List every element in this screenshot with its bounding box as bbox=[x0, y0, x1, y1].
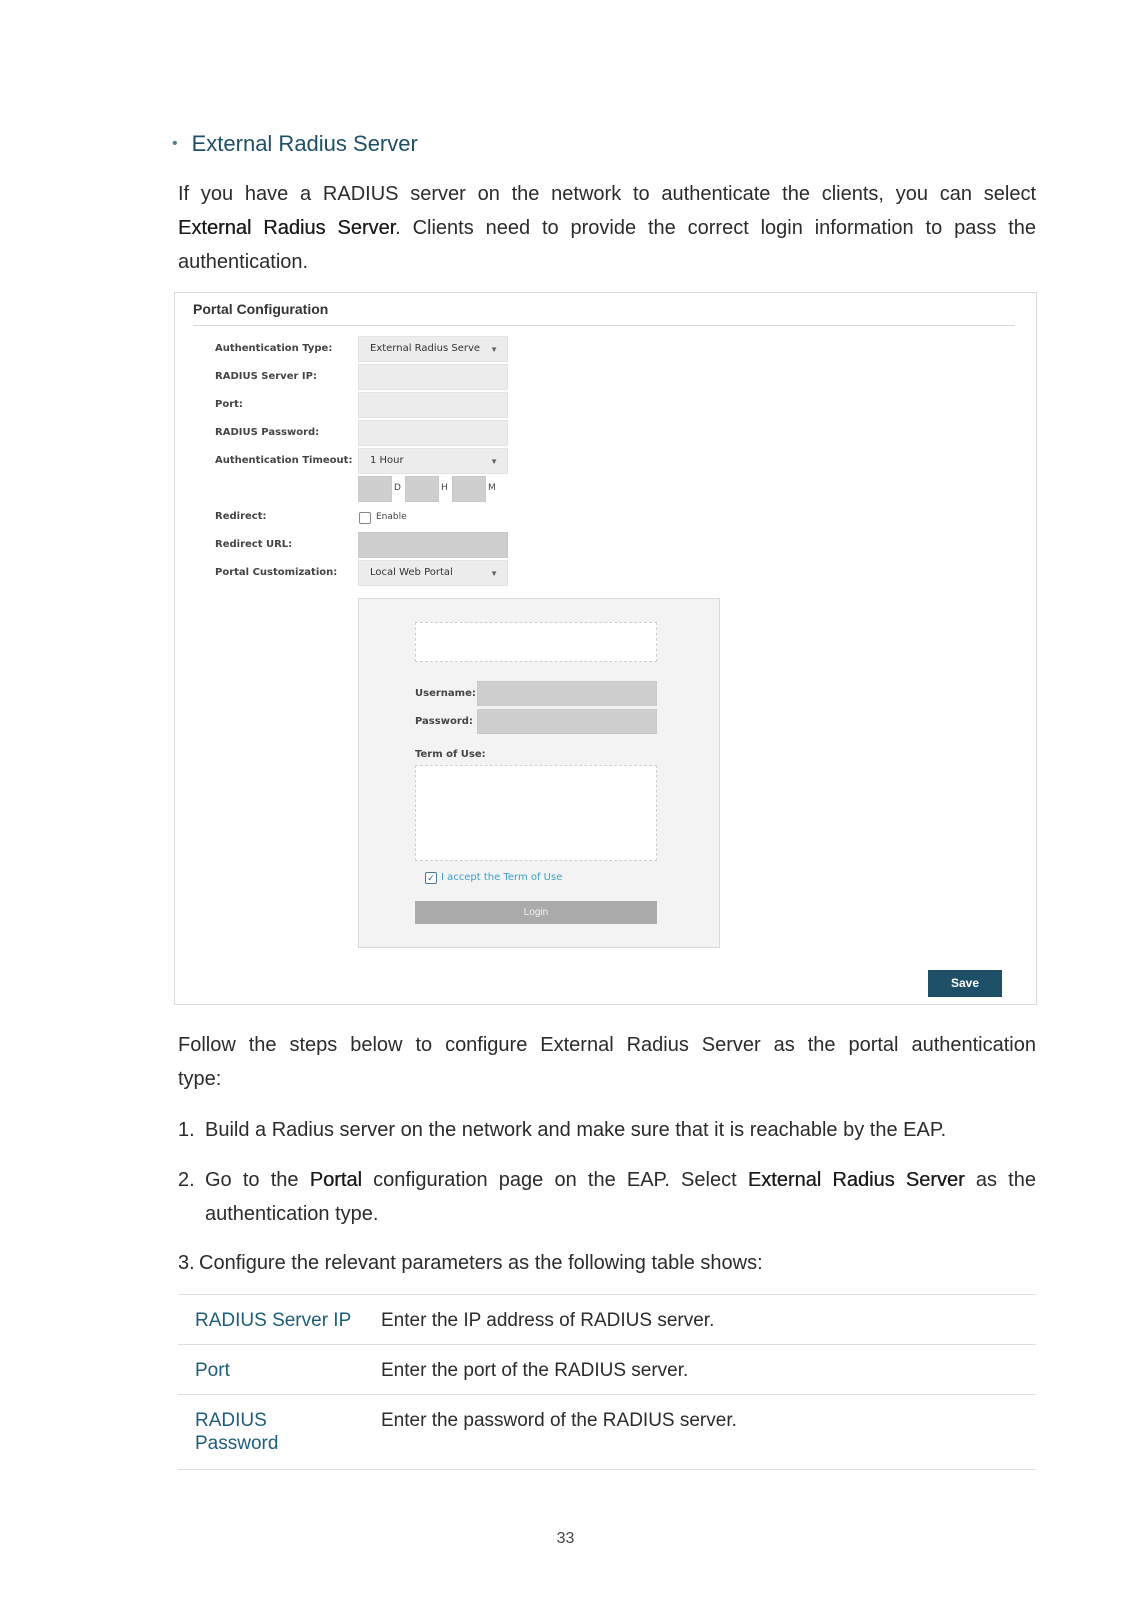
dropdown-arrow-icon: ▼ bbox=[490, 569, 498, 578]
portal-config-screenshot bbox=[174, 292, 1037, 1005]
preview-password-input[interactable] bbox=[477, 709, 657, 734]
step-1 bbox=[178, 1113, 1036, 1147]
dropdown-arrow-icon: ▼ bbox=[490, 457, 498, 466]
label-radius-ip: RADIUS Server IP: bbox=[215, 371, 317, 382]
step-2-post: as the bbox=[964, 1169, 1036, 1191]
label-portal-customization: Portal Customization: bbox=[215, 567, 338, 578]
timeout-days-unit: D bbox=[394, 483, 401, 493]
radius-password-input[interactable] bbox=[358, 420, 508, 446]
redirect-enable-label: Enable bbox=[376, 512, 407, 522]
label-radius-password: RADIUS Password: bbox=[215, 427, 320, 438]
intro-rest: . Clients need to provide the correct login information to pass the bbox=[395, 217, 1036, 239]
intro-bold: External Radius Server bbox=[178, 217, 396, 239]
panel-divider bbox=[193, 325, 1015, 326]
step-2 bbox=[178, 1163, 1036, 1231]
radius-ip-input[interactable] bbox=[358, 364, 508, 390]
table-row bbox=[178, 1395, 1036, 1470]
intro-line-2 bbox=[178, 211, 1036, 245]
portal-preview bbox=[358, 598, 720, 948]
intro-paragraph bbox=[178, 177, 1036, 279]
page-number: 33 bbox=[556, 1530, 575, 1547]
step-2-line-1 bbox=[178, 1163, 1036, 1197]
step-3-text: Configure the relevant parameters as the following table shows: bbox=[199, 1252, 763, 1274]
label-auth-type: Authentication Type: bbox=[215, 343, 333, 354]
step-2-line-2: authentication type. bbox=[205, 1203, 379, 1225]
preview-terms-label: Term of Use: bbox=[415, 749, 486, 760]
preview-password-label: Password: bbox=[415, 716, 473, 727]
parameter-table bbox=[178, 1294, 1036, 1470]
timeout-hours-unit: H bbox=[441, 483, 448, 493]
preview-username-label: Username: bbox=[415, 688, 476, 699]
step-2-bold-portal: Portal bbox=[309, 1169, 362, 1191]
auth-type-select[interactable] bbox=[358, 336, 508, 362]
portal-logo-box bbox=[415, 622, 657, 662]
follow-paragraph bbox=[178, 1028, 1036, 1096]
save-button[interactable]: Save bbox=[928, 970, 1002, 997]
dropdown-arrow-icon: ▼ bbox=[490, 345, 498, 354]
label-redirect: Redirect: bbox=[215, 511, 267, 522]
section-title: External Radius Server bbox=[191, 131, 418, 156]
param-description: Enter the IP address of RADIUS server. bbox=[381, 1295, 1036, 1345]
follow-line-2: type: bbox=[178, 1068, 222, 1090]
step-2-pre: Go to the bbox=[205, 1169, 310, 1191]
timeout-minutes-input[interactable] bbox=[452, 476, 486, 502]
step-2-bold-server: External Radius Server bbox=[747, 1169, 965, 1191]
param-name: RADIUS Server IP bbox=[178, 1295, 381, 1345]
accept-terms-label: I accept the Term of Use bbox=[441, 872, 563, 883]
step-3-number: 3. bbox=[178, 1252, 195, 1274]
portal-customization-select[interactable] bbox=[358, 560, 508, 586]
timeout-days-input[interactable] bbox=[358, 476, 392, 502]
label-redirect-url: Redirect URL: bbox=[215, 539, 293, 550]
port-input[interactable] bbox=[358, 392, 508, 418]
section-heading bbox=[172, 131, 418, 157]
auth-type-value: External Radius Serve bbox=[370, 343, 481, 354]
table-row bbox=[178, 1345, 1036, 1395]
follow-line-1: Follow the steps below to configure External Radius Server as the portal authentication bbox=[178, 1034, 1036, 1056]
login-button[interactable]: Login bbox=[415, 901, 657, 924]
accept-terms-checkbox[interactable]: ✓ bbox=[425, 872, 437, 884]
param-name: Port bbox=[178, 1345, 381, 1395]
preview-username-input[interactable] bbox=[477, 681, 657, 706]
timeout-hours-input[interactable] bbox=[405, 476, 439, 502]
portal-customization-value: Local Web Portal bbox=[370, 567, 453, 578]
param-name-line-2: Password bbox=[195, 1433, 279, 1454]
redirect-enable-checkbox[interactable] bbox=[359, 512, 371, 524]
param-name-line-1: RADIUS bbox=[195, 1410, 267, 1431]
table-row bbox=[178, 1295, 1036, 1345]
step-1-number: 1. bbox=[178, 1119, 195, 1141]
auth-timeout-select[interactable] bbox=[358, 448, 508, 474]
step-3 bbox=[178, 1246, 1036, 1280]
panel-title: Portal Configuration bbox=[193, 301, 329, 317]
redirect-url-input[interactable] bbox=[358, 532, 508, 558]
param-description: Enter the port of the RADIUS server. bbox=[381, 1345, 1036, 1395]
step-1-text: Build a Radius server on the network and make sure that it is reachable by the EAP. bbox=[205, 1119, 947, 1141]
auth-timeout-value: 1 Hour bbox=[370, 455, 404, 466]
param-name bbox=[178, 1395, 381, 1470]
intro-line-1: If you have a RADIUS server on the network to authenticate the clients, you can select bbox=[178, 183, 1036, 205]
bullet-icon: • bbox=[172, 135, 178, 152]
timeout-minutes-unit: M bbox=[488, 483, 496, 493]
intro-line-3: authentication. bbox=[178, 251, 309, 273]
step-2-mid: configuration page on the EAP. Select bbox=[361, 1169, 748, 1191]
param-description: Enter the password of the RADIUS server. bbox=[381, 1395, 1036, 1470]
label-port: Port: bbox=[215, 399, 243, 410]
step-2-number: 2. bbox=[178, 1169, 195, 1191]
preview-terms-box bbox=[415, 765, 657, 861]
label-auth-timeout: Authentication Timeout: bbox=[215, 455, 353, 466]
